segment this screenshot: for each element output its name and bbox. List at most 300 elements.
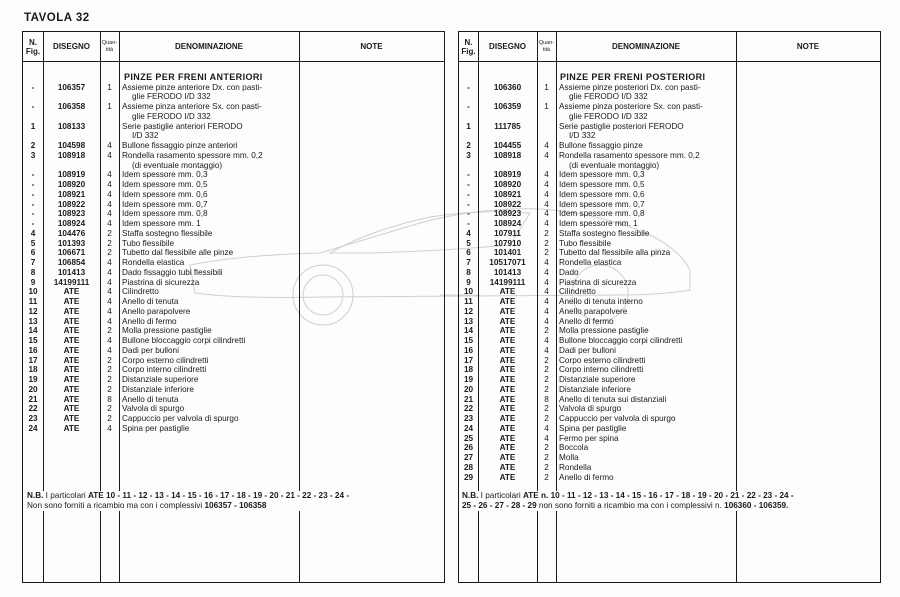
cell-quantita: 4 xyxy=(107,258,112,267)
cell-fig: 14 xyxy=(28,326,38,336)
table-row-continuation xyxy=(23,161,444,171)
cell-denominazione: Rondella xyxy=(559,462,592,472)
cell-denominazione: Cappuccio per valvola di spurgo xyxy=(559,414,676,423)
table-row xyxy=(459,297,880,307)
cell-denominazione: Anello di fermo xyxy=(559,472,614,482)
cell-quantita: 1 xyxy=(107,102,112,111)
cell-disegno: ATE xyxy=(63,297,80,306)
table-row xyxy=(23,229,444,239)
cell-disegno: ATE xyxy=(499,404,516,414)
cell-disegno: 108918 xyxy=(493,150,522,160)
table-row xyxy=(23,326,444,336)
cell-quantita: 4 xyxy=(544,316,549,326)
footnote-bold2: 106357 - 106358 xyxy=(204,501,267,510)
cell-denominazione: Molla pressione pastiglie xyxy=(122,326,212,336)
table-row xyxy=(459,385,880,395)
table-row-continuation xyxy=(23,112,444,122)
cell-denominazione: Idem spessore mm. 0,8 xyxy=(122,209,208,219)
cell-fig: 20 xyxy=(463,384,474,394)
cell-quantita: 2 xyxy=(107,248,112,258)
cell-disegno: ATE xyxy=(63,384,80,394)
header-fig-line1: N. xyxy=(29,37,37,47)
cell-fig: 7 xyxy=(466,258,471,267)
cell-disegno: 106358 xyxy=(57,102,86,111)
cell-quantita: 4 xyxy=(544,345,549,355)
cell-disegno: 101413 xyxy=(57,267,86,277)
table-row xyxy=(23,268,444,278)
table-row-continuation xyxy=(459,92,880,102)
cell-denominazione: Serie pastiglie anteriori FERODO xyxy=(122,121,243,131)
cell-denominazione: Distanziale superiore xyxy=(122,375,199,384)
cell-quantita: 2 xyxy=(107,365,112,375)
cell-disegno: 108923 xyxy=(57,209,86,219)
cell-disegno: 108133 xyxy=(57,121,86,131)
cell-quantita: 2 xyxy=(544,453,549,462)
cell-denominazione: Valvola di spurgo xyxy=(122,404,185,414)
cell-denominazione: Anello di fermo xyxy=(559,316,614,326)
cell-quantita: 4 xyxy=(544,423,549,433)
cell-disegno: 106359 xyxy=(493,102,522,111)
cell-quantita: 2 xyxy=(544,375,549,384)
table-row xyxy=(23,239,444,249)
cell-quantita: 2 xyxy=(544,326,549,336)
cell-fig: 16 xyxy=(28,345,38,355)
cell-quantita: 4 xyxy=(107,141,112,150)
cell-quantita: 4 xyxy=(107,277,112,287)
table-row xyxy=(459,287,880,297)
header-quantita xyxy=(537,32,556,61)
cell-fig: 4 xyxy=(30,228,36,238)
table-row-continuation xyxy=(23,131,444,141)
cell-denominazione: Anello parapolvere xyxy=(122,306,191,316)
header-denominazione: DENOMINAZIONE xyxy=(612,42,680,51)
cell-denominazione: Tubetto dal flessibile alle pinze xyxy=(122,248,234,258)
cell-denominazione: Distanziale inferiore xyxy=(559,384,631,394)
cell-denominazione: Piastrina di sicurezza xyxy=(559,277,637,287)
cell-quantita: 8 xyxy=(544,394,549,404)
cell-denominazione: Rondella elastica xyxy=(122,258,185,267)
cell-disegno: 108920 xyxy=(57,180,86,189)
cell-fig: - xyxy=(31,82,35,92)
cell-fig: 26 xyxy=(463,443,474,453)
cell-denominazione: Idem spessore mm. 0,5 xyxy=(122,180,208,189)
cell-denominazione: Staffa sostegno flessibile xyxy=(559,228,650,238)
cell-fig: - xyxy=(467,82,470,92)
cell-fig: 6 xyxy=(30,248,36,258)
cell-disegno: ATE xyxy=(499,453,516,462)
cell-quantita: 2 xyxy=(544,414,549,423)
cell-denominazione: Idem spessore mm. 1 xyxy=(122,219,201,228)
cell-disegno: ATE xyxy=(63,326,80,336)
cell-denominazione-continuation: glie FERODO I/D 332 xyxy=(132,92,211,102)
cell-disegno: ATE xyxy=(63,423,80,433)
cell-quantita: 4 xyxy=(107,423,112,433)
cell-fig: 24 xyxy=(463,423,474,433)
cell-quantita: 4 xyxy=(544,199,549,209)
header-quantita xyxy=(100,32,119,61)
cell-disegno: ATE xyxy=(499,394,516,404)
cell-quantita: 4 xyxy=(107,336,112,345)
cell-disegno: 107911 xyxy=(494,228,521,238)
parts-table-rear xyxy=(458,31,881,583)
cell-fig: 8 xyxy=(466,267,471,277)
cell-fig: - xyxy=(467,189,470,199)
cell-disegno: 14199111 xyxy=(53,277,90,287)
cell-denominazione: Idem spessore mm. 0,7 xyxy=(559,199,645,209)
cell-disegno: ATE xyxy=(499,443,516,453)
table-row xyxy=(459,200,880,210)
cell-quantita: 2 xyxy=(544,384,549,394)
cell-denominazione-continuation: (di eventuale montaggio) xyxy=(132,160,223,170)
cell-denominazione: Valvola di spurgo xyxy=(559,404,622,414)
cell-denominazione: Cilindretto xyxy=(122,287,159,297)
cell-denominazione: Idem spessore mm. 0,6 xyxy=(122,189,208,199)
cell-denominazione: Anello di tenuta xyxy=(122,394,179,404)
cell-fig: 22 xyxy=(28,404,38,414)
cell-fig: - xyxy=(31,102,35,111)
cell-disegno: 108918 xyxy=(57,150,86,160)
cell-quantita: 2 xyxy=(544,228,549,238)
cell-quantita: 1 xyxy=(544,102,549,111)
table-row xyxy=(459,336,880,346)
table-row xyxy=(23,385,444,395)
cell-denominazione: Piastrina di sicurezza xyxy=(122,277,200,287)
cell-fig: 27 xyxy=(463,453,474,462)
cell-fig: 3 xyxy=(466,150,471,160)
cell-quantita: 4 xyxy=(544,170,549,180)
cell-fig: 10 xyxy=(463,287,474,297)
table-row xyxy=(459,404,880,414)
cell-quantita: 4 xyxy=(107,345,112,355)
table-row-continuation xyxy=(459,112,880,122)
footnote xyxy=(27,491,349,511)
table-row xyxy=(23,297,444,307)
footnote-text1: I particolari xyxy=(480,491,521,500)
cell-disegno: ATE xyxy=(499,326,516,336)
cell-fig: 17 xyxy=(463,355,474,365)
cell-fig: 13 xyxy=(28,316,38,326)
table-row xyxy=(459,229,880,239)
cell-quantita: 2 xyxy=(544,365,549,375)
cell-disegno: 108924 xyxy=(493,219,522,228)
cell-denominazione: Anello parapolvere xyxy=(559,306,628,316)
table-row xyxy=(459,434,880,444)
cell-quantita: 4 xyxy=(544,433,549,443)
cell-fig: 10 xyxy=(28,287,38,297)
cell-quantita: 2 xyxy=(107,326,112,336)
cell-quantita: 2 xyxy=(544,355,549,365)
cell-quantita: 4 xyxy=(107,209,112,219)
cell-fig: 25 xyxy=(463,433,474,443)
table-row xyxy=(23,248,444,258)
cell-disegno: 108919 xyxy=(57,170,86,180)
table-row xyxy=(459,395,880,405)
cell-disegno: ATE xyxy=(499,365,516,375)
table-row xyxy=(23,414,444,424)
cell-quantita: 2 xyxy=(544,472,549,482)
cell-disegno: 10517071 xyxy=(489,258,526,267)
header-fig xyxy=(459,32,478,61)
cell-denominazione: Cilindretto xyxy=(559,287,596,297)
cell-fig: 2 xyxy=(30,141,36,150)
cell-quantita: 4 xyxy=(544,277,549,287)
header-disegno: DISEGNO xyxy=(489,42,526,51)
header-fig-line1: N. xyxy=(464,37,473,47)
cell-quantita: 2 xyxy=(107,355,112,365)
cell-denominazione-continuation: I/D 332 xyxy=(569,131,596,141)
cell-disegno: ATE xyxy=(63,287,80,297)
cell-disegno: 106671 xyxy=(57,248,86,258)
cell-quantita: 4 xyxy=(544,297,549,306)
cell-denominazione-continuation: glie FERODO I/D 332 xyxy=(132,111,211,121)
cell-quantita: 4 xyxy=(544,209,549,219)
cell-quantita: 4 xyxy=(107,267,112,277)
cell-disegno: ATE xyxy=(63,306,80,316)
header-fig-line2: Fig. xyxy=(461,46,476,56)
cell-quantita: 4 xyxy=(107,150,112,160)
cell-quantita: 2 xyxy=(107,384,112,394)
cell-fig: 14 xyxy=(463,326,474,336)
cell-denominazione: Molla pressione pastiglie xyxy=(559,326,649,336)
cell-disegno: 14199111 xyxy=(489,277,526,287)
table-row xyxy=(459,258,880,268)
cell-fig: - xyxy=(31,219,35,228)
footnote-nb: N.B. xyxy=(462,491,479,500)
table-row xyxy=(459,453,880,463)
parts-table-front xyxy=(22,31,445,583)
footnote-text2: non sono forniti a ricambio ma con i complessivi n. xyxy=(538,501,722,510)
table-row xyxy=(459,268,880,278)
footnote xyxy=(462,491,794,511)
cell-denominazione: Dadi per bulloni xyxy=(559,345,616,355)
cell-denominazione: Fermo per spina xyxy=(559,433,619,443)
cell-fig: - xyxy=(467,209,470,219)
cell-denominazione: Idem spessore mm. 0,3 xyxy=(559,170,645,180)
cell-disegno: ATE xyxy=(499,472,516,482)
cell-disegno: ATE xyxy=(63,404,80,414)
cell-disegno: 101413 xyxy=(493,267,522,277)
cell-disegno: 108920 xyxy=(493,180,522,189)
cell-fig: - xyxy=(31,189,35,199)
table-row-continuation xyxy=(23,92,444,102)
cell-disegno: ATE xyxy=(63,394,80,404)
table-row xyxy=(459,122,880,132)
header-note: NOTE xyxy=(796,42,820,51)
table-row xyxy=(459,170,880,180)
cell-disegno: ATE xyxy=(63,345,80,355)
cell-denominazione: Corpo esterno cilindretti xyxy=(122,355,209,365)
table-row xyxy=(459,209,880,219)
cell-quantita: 8 xyxy=(107,394,112,404)
footnote-text2: Non sono forniti a ricambio ma con i complessivi xyxy=(27,501,203,510)
cell-disegno: ATE xyxy=(499,287,516,297)
cell-quantita: 4 xyxy=(544,287,549,297)
table-row xyxy=(459,219,880,229)
cell-fig: 4 xyxy=(466,228,471,238)
section-title-text: PINZE PER FRENI ANTERIORI xyxy=(124,72,263,82)
table-row xyxy=(23,102,444,112)
cell-disegno: ATE xyxy=(63,316,80,326)
table-row xyxy=(23,356,444,366)
footnote-bold3: 106360 - 106359. xyxy=(724,501,789,510)
cell-quantita: 2 xyxy=(544,248,549,258)
cell-fig: 15 xyxy=(463,336,474,345)
cell-quantita: 2 xyxy=(544,443,549,453)
cell-denominazione: Spina per pastiglie xyxy=(122,423,190,433)
cell-fig: 12 xyxy=(28,306,38,316)
cell-quantita: 4 xyxy=(544,258,549,267)
cell-fig: 28 xyxy=(463,462,474,472)
cell-denominazione: Bullone fissaggio pinze xyxy=(559,141,643,150)
cell-denominazione: Rondella rasamento spessore mm. 0,2 xyxy=(559,150,700,160)
table-row xyxy=(23,151,444,161)
cell-disegno: 106360 xyxy=(493,82,522,92)
cell-disegno: 108924 xyxy=(57,219,86,228)
cell-denominazione: Bullone bloccaggio corpi cilindretti xyxy=(122,336,246,345)
cell-disegno: 108922 xyxy=(493,199,522,209)
cell-quantita: 4 xyxy=(107,180,112,189)
cell-disegno: 108922 xyxy=(57,199,86,209)
cell-fig: - xyxy=(31,199,35,209)
table-row xyxy=(459,278,880,288)
header-note: NOTE xyxy=(360,42,383,51)
cell-quantita: 4 xyxy=(107,189,112,199)
cell-denominazione: Idem spessore mm. 1 xyxy=(559,219,638,228)
table-row xyxy=(459,356,880,366)
cell-quantita: 4 xyxy=(107,306,112,316)
cell-fig: 29 xyxy=(463,472,474,482)
cell-denominazione: Tubetto dal flessibile alla pinza xyxy=(559,248,671,258)
cell-quantita: 4 xyxy=(544,336,549,345)
cell-quantita: 4 xyxy=(544,306,549,316)
cell-fig: 23 xyxy=(28,414,38,423)
cell-disegno: ATE xyxy=(63,336,80,345)
cell-fig: 21 xyxy=(463,394,474,404)
cell-fig: 2 xyxy=(466,141,471,150)
table-row xyxy=(459,190,880,200)
table-row xyxy=(459,83,880,93)
cell-denominazione: Dado fissaggio tubi flessibili xyxy=(122,267,223,277)
cell-disegno: 104598 xyxy=(57,141,86,150)
header-qty-line2: tità xyxy=(105,46,114,53)
table-row-continuation xyxy=(459,161,880,171)
cell-denominazione: Idem spessore mm. 0,8 xyxy=(559,209,645,219)
cell-disegno: 106854 xyxy=(57,258,86,267)
cell-quantita: 2 xyxy=(107,228,112,238)
cell-quantita: 2 xyxy=(544,462,549,472)
cell-quantita: 1 xyxy=(544,82,549,92)
cell-denominazione: Dadi per bulloni xyxy=(122,345,179,355)
table-row-continuation xyxy=(459,131,880,141)
table-row xyxy=(459,346,880,356)
cell-disegno: 108921 xyxy=(493,189,522,199)
cell-disegno: 101401 xyxy=(493,248,522,258)
cell-denominazione: Anello di fermo xyxy=(122,316,177,326)
header-fig xyxy=(23,32,43,61)
cell-fig: 19 xyxy=(463,375,474,384)
cell-quantita: 4 xyxy=(107,297,112,306)
table-row xyxy=(459,180,880,190)
cell-fig: 12 xyxy=(463,306,474,316)
cell-disegno: ATE xyxy=(499,345,516,355)
table-row xyxy=(459,317,880,327)
cell-denominazione: Distanziale superiore xyxy=(559,375,636,384)
table-row xyxy=(23,317,444,327)
cell-fig: 23 xyxy=(463,414,474,423)
cell-fig: 18 xyxy=(463,365,474,375)
table-row xyxy=(459,424,880,434)
cell-denominazione-continuation: glie FERODO I/D 332 xyxy=(569,111,648,121)
footnote-text1: I particolari xyxy=(45,491,86,500)
cell-fig: 16 xyxy=(463,345,474,355)
table-row xyxy=(23,200,444,210)
cell-fig: 8 xyxy=(30,267,36,277)
cell-fig: 22 xyxy=(463,404,474,414)
cell-fig: - xyxy=(467,180,470,189)
cell-disegno: 104476 xyxy=(57,228,86,238)
cell-fig: 11 xyxy=(28,297,38,306)
cell-fig: 17 xyxy=(28,355,38,365)
cell-fig: 5 xyxy=(30,238,36,248)
section-title-text: PINZE PER FRENI POSTERIORI xyxy=(560,72,706,82)
cell-denominazione: Bullone bloccaggio corpi cilindretti xyxy=(559,336,683,345)
header-qty-line1: Quan- xyxy=(101,40,118,46)
cell-denominazione: Assieme pinze posteriori Dx. con pasti- xyxy=(559,82,701,92)
table-row xyxy=(459,443,880,453)
cell-disegno: 108923 xyxy=(493,209,522,219)
cell-denominazione: Corpo esterno cilindretti xyxy=(559,355,646,365)
cell-quantita: 4 xyxy=(107,287,112,297)
cell-disegno: ATE xyxy=(499,423,516,433)
cell-disegno: 108919 xyxy=(493,170,522,180)
cell-denominazione: Corpo interno cilindretti xyxy=(122,365,207,375)
cell-denominazione: Anello di tenuta interno xyxy=(559,297,643,306)
cell-fig: 13 xyxy=(463,316,474,326)
cell-quantita: 4 xyxy=(544,189,549,199)
header-disegno: DISEGNO xyxy=(53,42,90,51)
cell-disegno: 108921 xyxy=(57,189,86,199)
table-row xyxy=(23,190,444,200)
table-row xyxy=(459,463,880,473)
cell-fig: 6 xyxy=(466,248,471,258)
cell-denominazione: Serie pastiglie posteriori FERODO xyxy=(559,121,684,131)
cell-quantita: 2 xyxy=(107,404,112,414)
cell-quantita: 4 xyxy=(107,219,112,228)
table-row xyxy=(459,375,880,385)
cell-denominazione: Tubo flessibile xyxy=(122,238,175,248)
table-row xyxy=(23,395,444,405)
table-row xyxy=(23,180,444,190)
table-row xyxy=(459,414,880,424)
cell-fig: - xyxy=(31,170,35,180)
cell-fig: 5 xyxy=(466,238,471,248)
cell-disegno: ATE xyxy=(499,306,516,316)
cell-disegno: 104455 xyxy=(493,141,522,150)
header-qty-line2: tità xyxy=(542,46,551,53)
cell-denominazione: Assieme pinza anteriore Sx. con pasti- xyxy=(122,102,262,111)
table-row xyxy=(23,141,444,151)
table-row xyxy=(459,473,880,483)
table-row xyxy=(23,170,444,180)
cell-denominazione: Assieme pinza posteriore Sx. con pasti- xyxy=(559,102,703,111)
table-row xyxy=(459,151,880,161)
cell-denominazione-continuation: (di eventuale montaggio) xyxy=(569,160,660,170)
table-row xyxy=(459,307,880,317)
cell-quantita: 4 xyxy=(544,141,549,150)
cell-denominazione: Idem spessore mm. 0,3 xyxy=(122,170,208,180)
table-row xyxy=(23,219,444,229)
cell-disegno: ATE xyxy=(499,414,516,423)
